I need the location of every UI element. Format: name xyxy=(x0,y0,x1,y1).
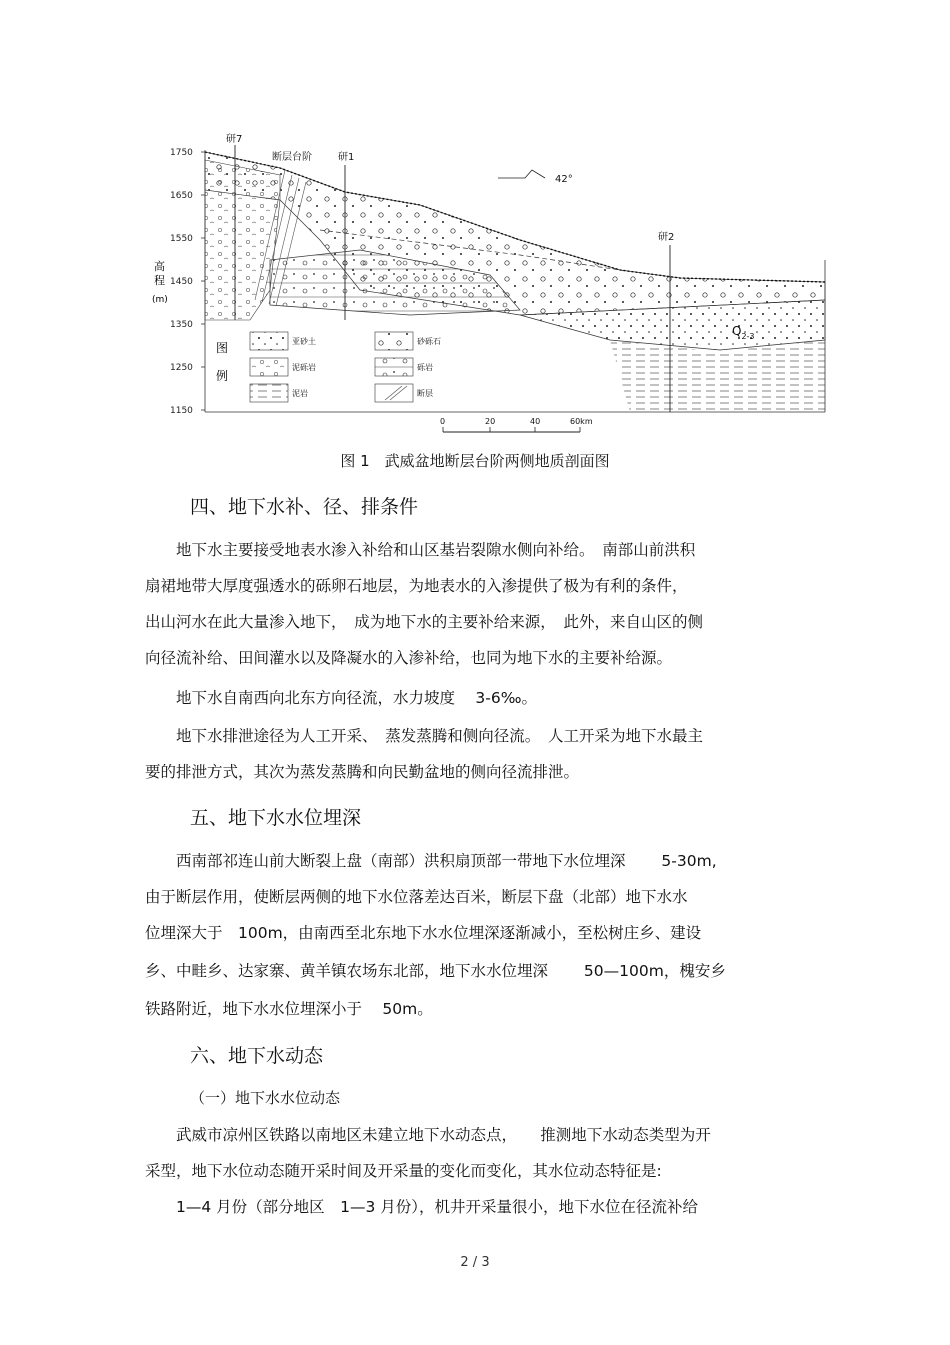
svg-text:0: 0 xyxy=(440,417,446,426)
legend-swatch xyxy=(375,358,413,376)
ytick-label: 1150 xyxy=(170,406,193,416)
yaxis-unit: (m) xyxy=(152,295,168,305)
ytick-label: 1550 xyxy=(170,234,193,244)
yaxis-label: 高 xyxy=(154,260,165,273)
paragraph-line: 由于断层作用，使断层两侧的地下水位落差达百米，断层下盘（北部）地下水水 xyxy=(145,888,688,906)
legend-title: 例 xyxy=(216,369,229,383)
yaxis-label: 程 xyxy=(154,274,165,287)
legend-label: 砂砾石 xyxy=(417,337,441,346)
legend-swatch xyxy=(250,384,288,402)
fault-label: 断层台阶 xyxy=(272,152,312,163)
legend-swatch xyxy=(375,332,413,350)
strata-label: $Q_{2-3}$ xyxy=(732,324,755,341)
paragraph-line: 要的排泄方式，其次为蒸发蒸腾和向民勤盆地的侧向径流排泄。 xyxy=(145,763,580,781)
subsection-heading: （一）地下水水位动态 xyxy=(190,1089,341,1107)
legend-label: 亚砂土 xyxy=(292,337,316,346)
svg-text:40: 40 xyxy=(530,417,541,426)
figure-caption: 图 1 武威盆地断层台阶两侧地质剖面图 xyxy=(340,452,610,470)
section-heading: 五、地下水水位埋深 xyxy=(190,807,362,829)
ytick-label: 1650 xyxy=(170,191,193,201)
paragraph-line: 1—4 月份（部分地区 1—3 月份），机井开采量很小，地下水位在径流补给 xyxy=(145,1198,699,1216)
ytick-label: 1350 xyxy=(170,320,193,330)
paragraph-line: 出山河水在此大量渗入地下， 成为地下水的主要补给来源， 此外，来自山区的侧 xyxy=(145,613,704,631)
legend-title: 图 xyxy=(216,341,229,355)
dip-symbol xyxy=(498,170,545,178)
geologic-section-figure xyxy=(152,130,830,430)
paragraph-line: 武威市凉州区铁路以南地区未建立地下水动态点， 推测地下水动态类型为开 xyxy=(145,1126,711,1144)
legend-label: 泥砾岩 xyxy=(292,363,316,372)
paragraph-line: 地下水排泄途径为人工开采、 蒸发蒸腾和侧向径流。 人工开采为地下水最主 xyxy=(145,727,704,745)
ytick-label: 1750 xyxy=(170,148,193,158)
legend-swatch xyxy=(250,358,288,376)
paragraph-line: 位埋深大于 100m，由南西至北东地下水水位埋深逐渐减小，至松树庄乡、建设 xyxy=(145,924,702,942)
legend-label: 砾岩 xyxy=(417,363,433,372)
paragraph-line: 地下水自南西向北东方向径流，水力坡度 3-6‰。 xyxy=(145,689,538,707)
paragraph-line: 向径流补给、田间灌水以及降凝水的入渗补给，也同为地下水的主要补给源。 xyxy=(145,649,673,667)
section-heading: 四、地下水补、径、排条件 xyxy=(190,496,419,518)
page-number: 2 / 3 xyxy=(460,1255,490,1270)
legend-label: 断层 xyxy=(417,389,433,398)
section-heading: 六、地下水动态 xyxy=(190,1045,324,1067)
well-label: 研2 xyxy=(658,232,675,243)
ytick-label: 1250 xyxy=(170,363,193,373)
scale-bar xyxy=(440,417,593,432)
paragraph-line: 西南部祁连山前大断裂上盘（南部）洪积扇顶部一带地下水位埋深 5-30m, xyxy=(145,852,717,870)
svg-text:20: 20 xyxy=(485,417,496,426)
paragraph-line: 扇裙地带大厚度强透水的砾卵石地层，为地表水的入渗提供了极为有利的条件， xyxy=(145,577,688,595)
svg-text:60km: 60km xyxy=(570,417,593,426)
dip-label: 42° xyxy=(555,174,573,185)
well-label: 研7 xyxy=(226,134,243,145)
paragraph-line: 采型，地下水位动态随开采时间及开采量的变化而变化，其水位动态特征是: xyxy=(145,1162,662,1180)
legend xyxy=(208,325,498,410)
legend-swatch xyxy=(250,332,288,350)
paragraph-line: 地下水主要接受地表水渗入补给和山区基岩裂隙水侧向补给。 南部山前洪积 xyxy=(145,541,696,559)
legend-label: 泥岩 xyxy=(292,389,308,398)
paragraph-line: 乡、中畦乡、达家寨、黄羊镇农场东北部，地下水水位埋深 50—100m，槐安乡 xyxy=(145,962,726,980)
paragraph-line: 铁路附近，地下水水位埋深小于 50m。 xyxy=(145,1000,433,1018)
ytick-label: 1450 xyxy=(170,277,193,287)
well-label: 研1 xyxy=(338,152,355,163)
